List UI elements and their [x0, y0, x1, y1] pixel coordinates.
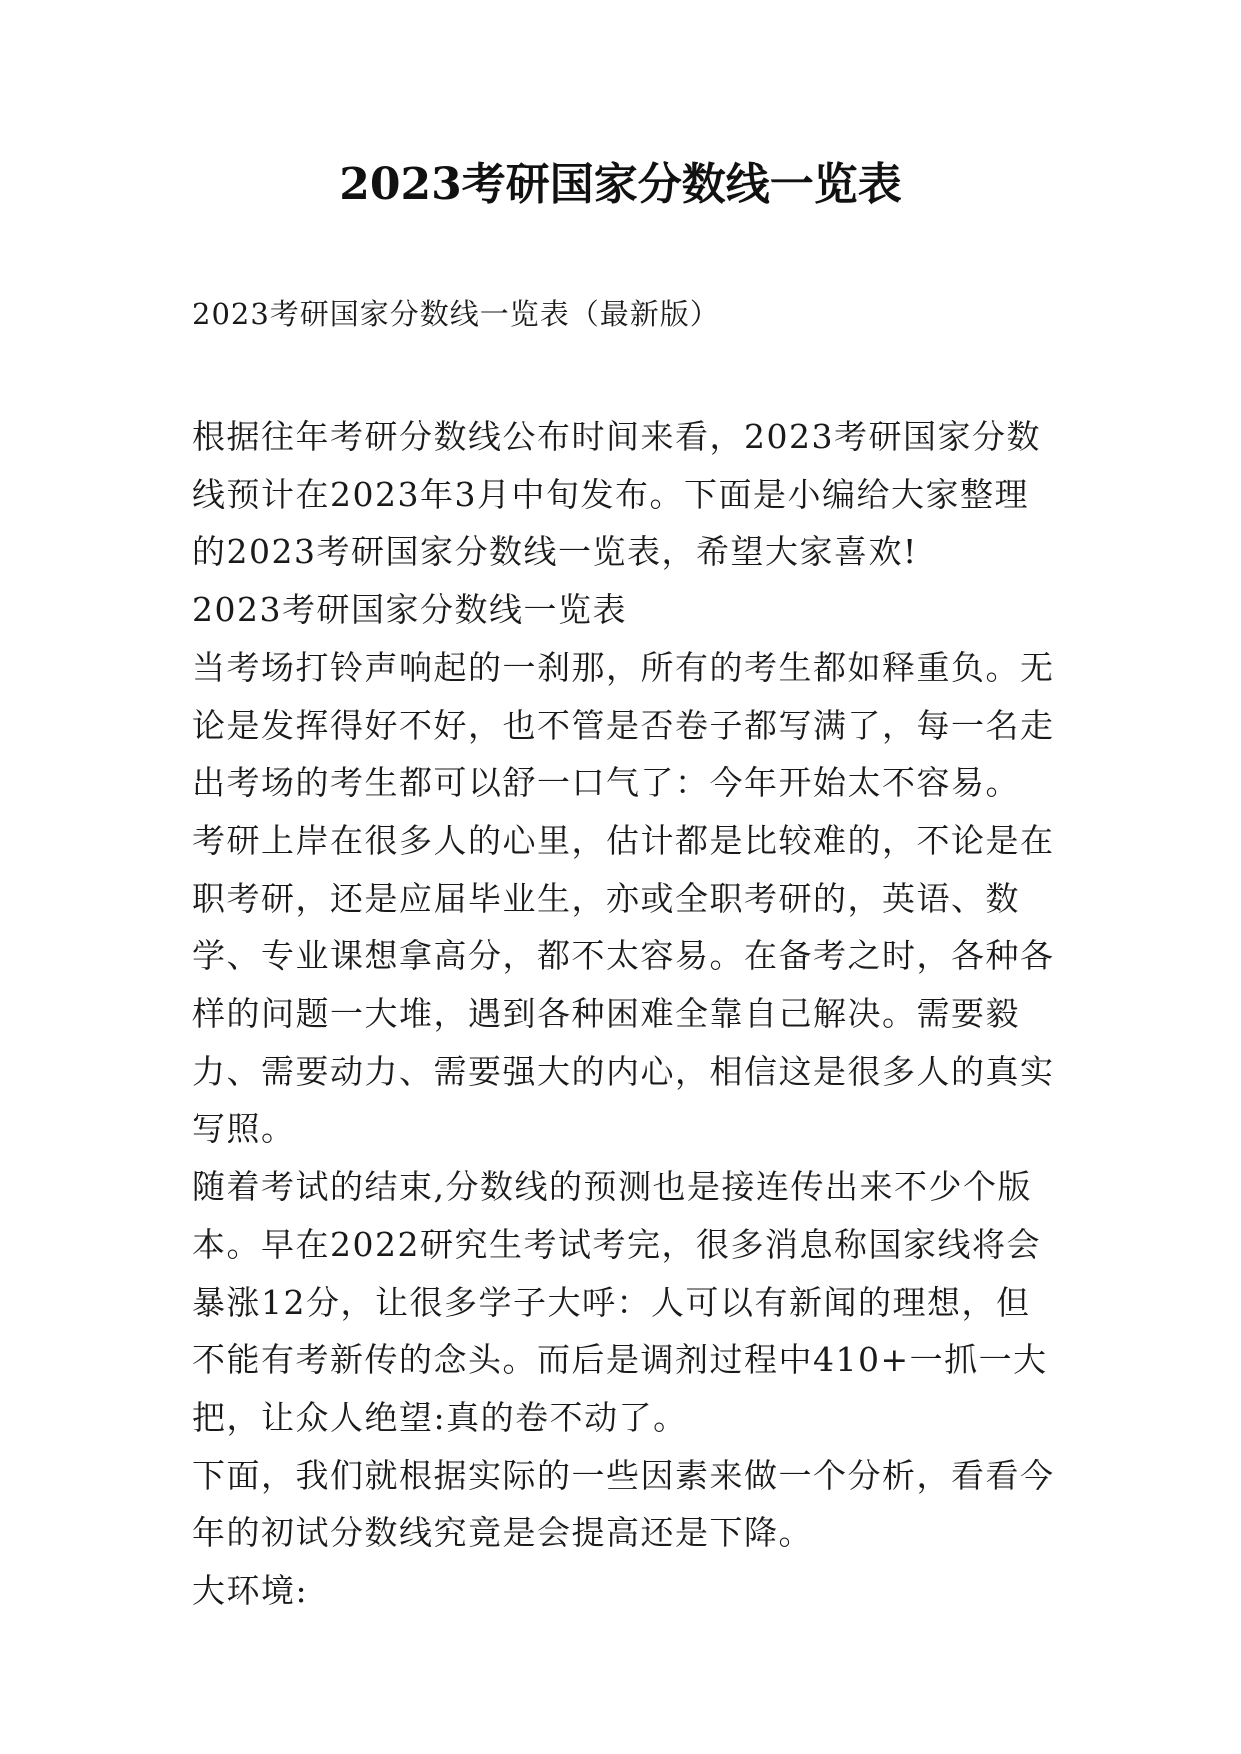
paragraph-heading: 2023考研国家分数线一览表	[192, 590, 627, 630]
paragraph-exam-end: 当考场打铃声响起的一刹那，所有的考生都如释重负。无论是发挥得好不好，也不管是否卷子都写满了，每一名走出考场的考生都可以舒一口气了：今年开始太不容易。	[192, 647, 1055, 803]
paragraph-analysis: 下面，我们就根据实际的一些因素来做一个分析，看看今年的初试分数线究竟是会提高还是下降。	[192, 1455, 1055, 1553]
paragraph-predictions: 随着考试的结束,分数线的预测也是接连传出来不少个版本。早在2022研究生考试考完，很多消息称国家线将会暴涨12分，让很多学子大呼：人可以有新闻的理想，但不能有考新传的念头。而后是调剂过程中410+一抓一大把，让众人绝望:真的卷不动了。	[192, 1167, 1048, 1437]
paragraph-intro: 根据往年考研分数线公布时间来看，2023考研国家分数线预计在2023年3月中旬发布。下面是小编给大家整理的2023考研国家分数线一览表，希望大家喜欢!	[192, 417, 1041, 572]
paragraph-environment: 大环境:	[192, 1571, 309, 1611]
document-subtitle: 2023考研国家分数线一览表（最新版）	[192, 297, 720, 331]
document-title: 2023考研国家分数线一览表	[339, 159, 902, 210]
paragraph-difficulty: 考研上岸在很多人的心里，估计都是比较难的，不论是在职考研，还是应届毕业生，亦或全职考研的，英语、数学、专业课想拿高分，都不太容易。在备考之时，各种各样的问题一大堆，遇到各种困难全靠自己解决。需要毅力、需要动力、需要强大的内心，相信这是很多人的真实写照。	[192, 820, 1055, 1149]
document-body	[192, 408, 1062, 1620]
